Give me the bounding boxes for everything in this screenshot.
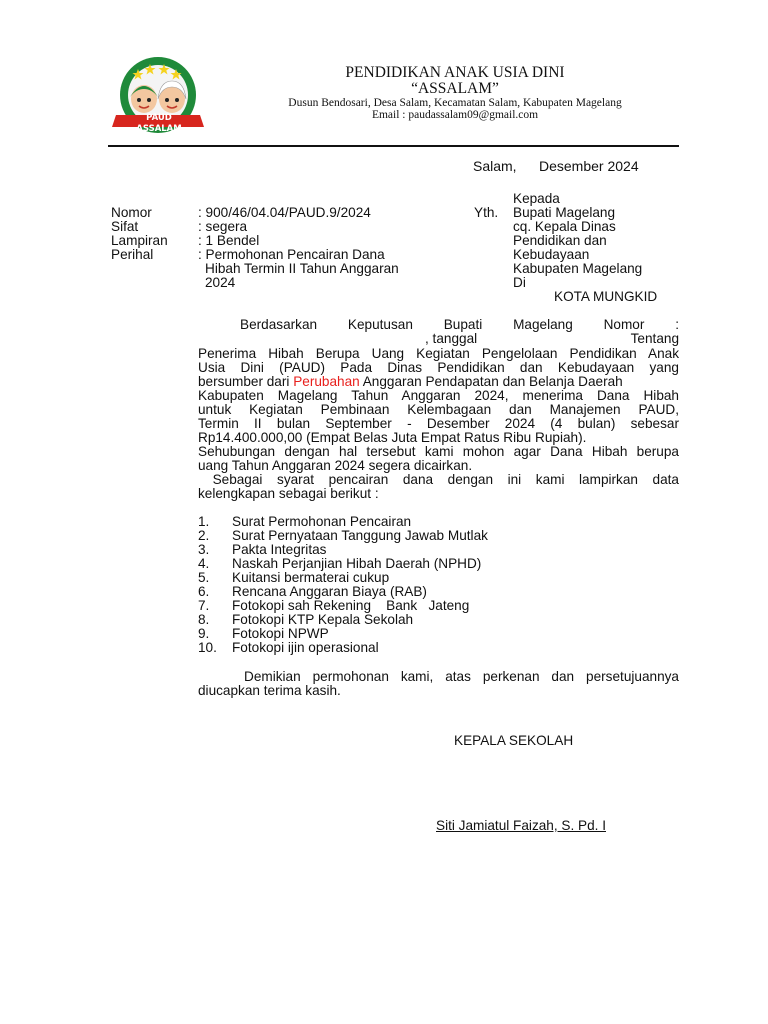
- body-line-7: untuk Kegiatan Pembinaan Kelembagaan dan Manajemen PAUD,: [198, 402, 679, 417]
- body-line-5: [198, 375, 679, 389]
- meta-label-lampiran: Lampiran: [111, 233, 168, 248]
- list-item: [198, 543, 668, 557]
- list-text: Pakta Integritas: [232, 542, 327, 557]
- list-text: Fotokopi ijin operasional: [232, 640, 379, 655]
- recipient-line: Di: [513, 275, 526, 290]
- recipient-yth: Yth.: [474, 205, 499, 220]
- header-title: PENDIDIKAN ANAK USIA DINI: [345, 64, 565, 81]
- body-line-8: Termin II bulan September - Desember 2024 (4 bulan) sebesar: [198, 416, 679, 431]
- header-email: Email : paudassalam09@gmail.com: [371, 109, 539, 121]
- recipient-line: Bupati Magelang: [513, 205, 616, 220]
- meta-value-sifat: : segera: [198, 219, 248, 234]
- recipient-line: Kebudayaan: [513, 247, 590, 262]
- meta-value-perihal: : Permohonan Pencairan Dana: [198, 247, 385, 262]
- highlight-perubahan: Perubahan: [293, 374, 360, 389]
- list-text: Fotokopi NPWP: [232, 626, 329, 641]
- list-item: [198, 613, 668, 627]
- recipient-kepada: Kepada: [513, 191, 560, 206]
- meta-perihal-cont: 2024: [205, 275, 236, 290]
- list-number: 10.: [198, 640, 217, 655]
- date-place: Salam,: [473, 158, 517, 174]
- list-item: [198, 557, 668, 571]
- body-text: bersumber dari: [198, 374, 294, 389]
- recipient-line: Pendidikan dan: [513, 233, 607, 248]
- list-number: 3.: [198, 542, 210, 557]
- meta-perihal-cont: Hibah Termin II Tahun Anggaran: [205, 261, 399, 276]
- body-word: Nomor: [603, 317, 645, 332]
- header-rule: [108, 145, 679, 147]
- body-line-1: [240, 318, 679, 332]
- meta-value-lampiran: : 1 Bendel: [198, 233, 260, 248]
- body-word: Keputusan: [347, 317, 413, 332]
- list-text: Rencana Anggaran Biaya (RAB): [232, 584, 427, 599]
- signature-title: KEPALA SEKOLAH: [454, 733, 574, 748]
- list-item: [198, 529, 668, 543]
- header-subtitle: “ASSALAM”: [411, 80, 499, 97]
- list-item: [198, 515, 668, 529]
- body-line-6: Kabupaten Magelang Tahun Anggaran 2024, menerima Dana Hibah: [198, 388, 679, 403]
- list-number: 8.: [198, 612, 210, 627]
- recipient-line: Kabupaten Magelang: [513, 261, 643, 276]
- body-word: Magelang: [513, 317, 573, 332]
- list-text: Surat Permohonan Pencairan: [232, 514, 412, 529]
- list-number: 2.: [198, 528, 210, 543]
- list-number: 6.: [198, 584, 210, 599]
- meta-label-nomor: Nomor: [111, 205, 152, 220]
- body-line-11: uang Tahun Anggaran 2024 segera dicairkan.: [198, 458, 473, 473]
- body-line-12: Sebagai syarat pencairan dana dengan ini kami lampirkan data: [198, 472, 679, 487]
- list-number: 5.: [198, 570, 210, 585]
- recipient-city: KOTA MUNGKID: [554, 289, 658, 304]
- closing-line-1: Demikian permohonan kami, atas perkenan dan persetujuannya: [244, 669, 679, 684]
- body-line-10: Sehubungan dengan hal tersebut kami mohon agar Dana Hibah berupa: [198, 444, 679, 459]
- meta-value-nomor: : 900/46/04.04/PAUD.9/2024: [198, 205, 371, 220]
- list-item: [198, 571, 668, 585]
- list-item: [198, 641, 668, 655]
- list-number: 1.: [198, 514, 210, 529]
- date-month-year: Desember 2024: [539, 158, 639, 174]
- logo-text: PAUD ASSALAM: [136, 113, 182, 134]
- body-tanggal: , tanggal: [425, 331, 478, 346]
- list-text: Naskah Perjanjian Hibah Daerah (NPHD): [232, 556, 482, 571]
- closing-line-2: diucapkan terima kasih.: [198, 683, 341, 698]
- body-text: Anggaran Pendapatan dan Belanja Daerah: [359, 374, 623, 389]
- list-text: Kuitansi bermaterai cukup: [232, 570, 390, 585]
- list-number: 4.: [198, 556, 210, 571]
- list-text: Fotokopi sah Rekening Bank Jateng: [232, 598, 470, 613]
- body-line-3: Penerima Hibah Berupa Uang Kegiatan Pengelolaan Pendidikan Anak: [198, 346, 679, 361]
- body-line-4: Usia Dini (PAUD) Pada Dinas Pendidikan dan Kebudayaan yang: [198, 360, 679, 375]
- school-logo: [108, 55, 210, 147]
- meta-label-perihal: Perihal: [111, 247, 154, 262]
- list-text: Surat Pernyataan Tanggung Jawab Mutlak: [232, 528, 488, 543]
- body-word: Bupati: [443, 317, 483, 332]
- list-number: 7.: [198, 598, 210, 613]
- body-word: Berdasarkan: [240, 317, 318, 332]
- body-line-13: kelengkapan sebagai berikut :: [198, 486, 379, 501]
- body-line-9: Rp14.400.000,00 (Empat Belas Juta Empat Ratus Ribu Rupiah).: [198, 430, 587, 445]
- list-number: 9.: [198, 626, 210, 641]
- recipient-line: cq. Kepala Dinas: [513, 219, 616, 234]
- body-tentang: Tentang: [630, 331, 679, 346]
- signature-name: Siti Jamiatul Faizah, S. Pd. I: [436, 818, 606, 833]
- list-item: [198, 585, 668, 599]
- meta-label-sifat: Sifat: [111, 219, 139, 234]
- list-item: [198, 599, 668, 613]
- header-address: Dusun Bendosari, Desa Salam, Kecamatan Salam, Kabupaten Magelang: [288, 97, 622, 109]
- list-item: [198, 627, 668, 641]
- body-word: :: [675, 317, 679, 332]
- list-text: Fotokopi KTP Kepala Sekolah: [232, 612, 414, 627]
